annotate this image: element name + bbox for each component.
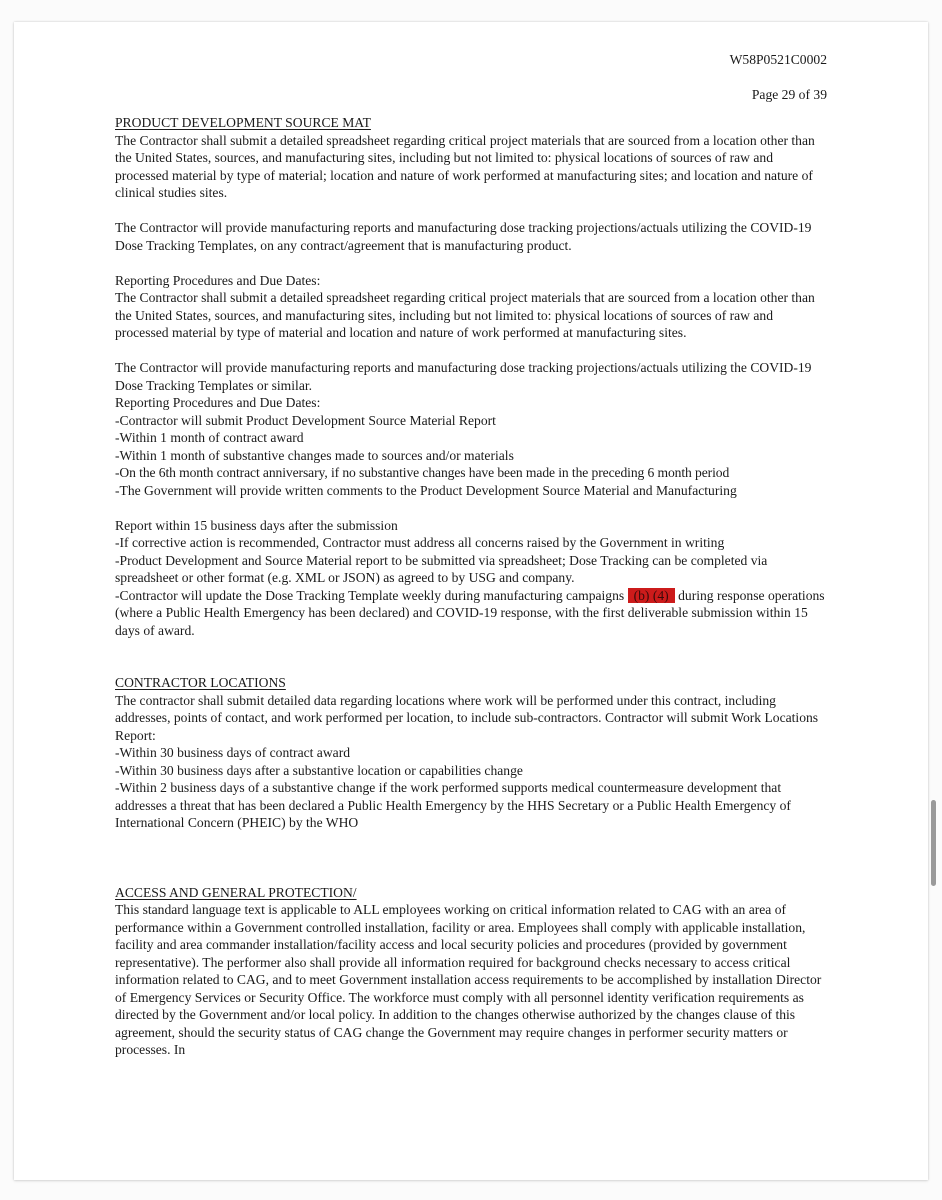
document-page — [14, 22, 928, 1180]
scrollbar-thumb[interactable] — [931, 800, 936, 886]
paragraph: Report within 15 business days after the submission — [115, 517, 398, 533]
contract-number: W58P0521C0002 — [729, 52, 827, 67]
paragraph: -Product Development and Source Material report to be submitted via spreadsheet; Dose Tracking can be completed via spreadsheet or other format (e.g. XML or JSON) as agreed to by USG and company. — [115, 552, 768, 585]
page-number: Page 29 of 39 — [751, 86, 827, 102]
spacer — [115, 202, 827, 220]
section-title-product-development: PRODUCT DEVELOPMENT SOURCE MAT — [115, 115, 371, 130]
spacer — [115, 103, 827, 114]
list-item: -On the 6th month contract anniversary, if no substantive changes have been made in the preceding 6 month period — [115, 465, 730, 480]
list-item: -The Government will provide written comments to the Product Development Source Material and Manufacturing — [115, 482, 737, 498]
section-title-contractor-locations: CONTRACTOR LOCATIONS — [115, 675, 286, 690]
spacer — [115, 499, 827, 517]
list-item: -Within 1 month of substantive changes made to sources and/or materials — [115, 447, 514, 463]
paragraph-text: during response operations (where a Public Health Emergency has been declared) and COVID-19 response, with the first deliverable submission within 15 days of award. — [115, 587, 825, 638]
list-item: -Contractor will submit Product Development Source Material Report — [115, 412, 496, 428]
paragraph: The contractor shall submit detailed data regarding locations where work will be performed under this contract, including addresses, points of contact, and work performed per location, to include sub-contractors. Contractor will submit Work Locations Report: — [115, 692, 819, 743]
paragraph: The Contractor will provide manufacturing reports and manufacturing dose tracking projections/actuals utilizing the COVID-19 Dose Tracking Templates or similar. — [115, 360, 812, 393]
paragraph: This standard language text is applicable to ALL employees working on critical information related to CAG with an area of performance within a Government controlled installation, facility or area. Employees shall comply with applicable installation, facility and area commander installation/facility access and local security policies and procedures (provided by government representative). The performer also shall provide all information required for background checks necessary to access critical information related to CAG, and to meet Government installation access requirements to be accomplished by installation Director of Emergency Services or Security Office. The workforce must comply with all personnel identity verification requirements as directed by the Government and/or local policy. In addition to the changes otherwise authorized by the changes clause of this agreement, should the security status of CAG change the Government may require changes in performer security matters or processes. In — [115, 902, 822, 1057]
paragraph-with-redaction — [115, 587, 827, 640]
section-title-access-protection: ACCESS AND GENERAL PROTECTION/ — [115, 884, 357, 900]
paragraph: -If corrective action is recommended, Contractor must address all concerns raised by the Government in writing — [115, 535, 725, 550]
list-item: -Within 30 business days of contract award — [115, 745, 351, 760]
paragraph: The Contractor shall submit a detailed spreadsheet regarding critical project materials that are sourced from a location other than the United States, sources, and manufacturing sites, including but not limited to: physical locations of sources of raw and processed material by type of material and location and nature of work performed at manufacturing sites. — [115, 290, 815, 340]
spacer — [115, 342, 827, 360]
paragraph-text: -Contractor will update the Dose Tracking Template weekly during manufacturing campaigns — [115, 587, 628, 603]
paragraph: The Contractor shall submit a detailed spreadsheet regarding critical project materials that are sourced from a location other than the United States, sources, and manufacturing sites, including but not limited to: physical locations of sources of raw and processed material by type of material; location and nature of work performed at manufacturing sites; and location and nature of clinical studies sites. — [115, 132, 815, 200]
spacer — [115, 832, 827, 884]
paragraph: The Contractor will provide manufacturing reports and manufacturing dose tracking projections/actuals utilizing the COVID-19 Dose Tracking Templates, on any contract/agreement that is manufacturing product. — [115, 220, 812, 253]
list-item: -Within 1 month of contract award — [115, 430, 304, 445]
list-item: -Within 2 business days of a substantive change if the work performed supports medical countermeasure development that addresses a threat that has been declared a Public Health Emergency by the HHS Secretary or a Public Health Emergency of International Concern (PHEIC) by the WHO — [115, 780, 791, 830]
spacer — [115, 254, 827, 272]
document-body — [115, 49, 827, 1059]
redaction-box: (b) (4) — [628, 588, 675, 603]
subheading: Reporting Procedures and Due Dates: — [115, 395, 321, 410]
list-item: -Within 30 business days after a substantive location or capabilities change — [115, 762, 523, 778]
spacer — [115, 639, 827, 674]
subheading: Reporting Procedures and Due Dates: — [115, 272, 321, 288]
